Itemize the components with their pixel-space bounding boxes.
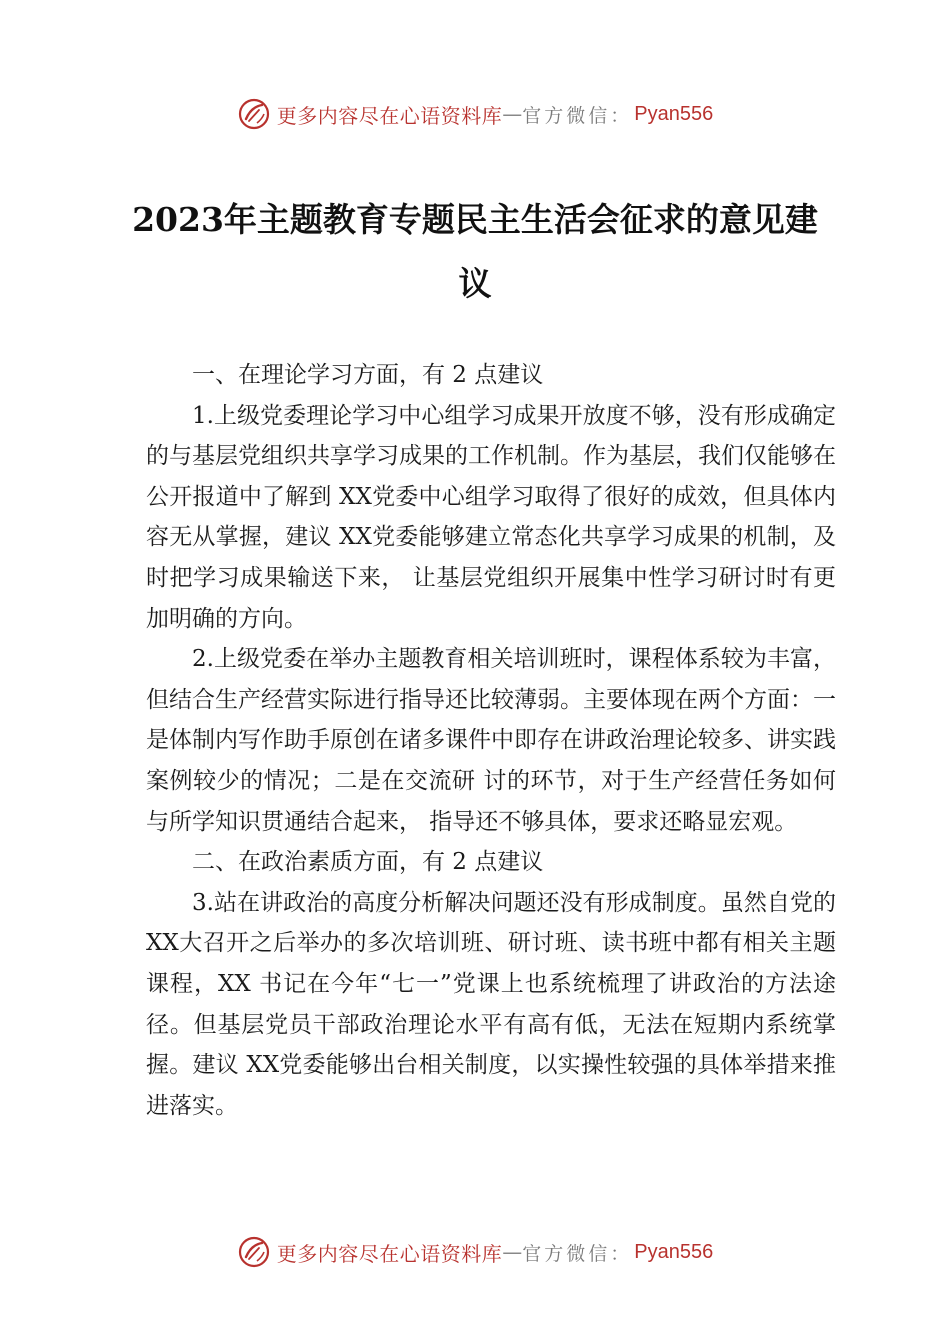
document-body [146,355,836,1126]
section-heading-theory: 一、在理论学习方面，有 2 点建议 [192,362,544,388]
watermark-site-text: 更多内容尽在心语资料库 [276,1241,503,1266]
document-title: 2023年主题教育专题民主生活会征求的意见建议 [132,200,818,303]
brush-logo-icon [237,1235,271,1269]
watermark-site-text: 更多内容尽在心语资料库 [276,103,503,128]
watermark-wechat-id: Pyan556 [634,1240,714,1263]
paragraph-suggestion-1: 1.上级党委理论学习中心组学习成果开放度不够，没有形成确定的与基层党组织共享学习成果的工作机制。作为基层，我们仅能够在公开报道中了解到 XX党委中心组学习取得了很好的成效，但具体内容无从掌握，建议 XX党委能够建立常态化共享学习成果的机制，及时把学习成果输送下来， 让基层党组织开展集中性学习研讨时有更加明确的方向。 [146,402,836,632]
watermark-label: 官方微信： [522,1242,633,1265]
paragraph-suggestion-3: 3.站在讲政治的高度分析解决问题还没有形成制度。虽然自党的 XX大召开之后举办的多次培训班、研讨班、读书班中都有相关主题课程，XX 书记在今年“七一”党课上也系统梳理了讲政治的方法途径。但基层党员干部政治理论水平有高有低，无法在短期内系统掌握。建议 XX党委能够出台相关制度，以实操性较强的具体举措来推进落实。 [146,889,836,1119]
watermark-separator: — [502,102,523,126]
paragraph-suggestion-2: 2.上级党委在举办主题教育相关培训班时，课程体系较为丰富，但结合生产经营实际进行指导还比较薄弱。主要体现在两个方面：一是体制内写作助手原创在诸多课件中即存在讲政治理论较多、讲实践案例较少的情况；二是在交流研 讨的环节，对于生产经营任务如何与所学知识贯通结合起来， 指导还不够具体，要求还略显宏观。 [146,646,836,835]
section-heading-politics: 二、在政治素质方面，有 2 点建议 [192,849,544,876]
brush-logo-icon [237,97,271,131]
watermark-separator: — [502,1240,523,1264]
footer-watermark [0,1230,950,1274]
header-watermark [0,92,950,136]
watermark-label: 官方微信： [522,104,633,127]
watermark-wechat-id: Pyan556 [634,102,714,125]
